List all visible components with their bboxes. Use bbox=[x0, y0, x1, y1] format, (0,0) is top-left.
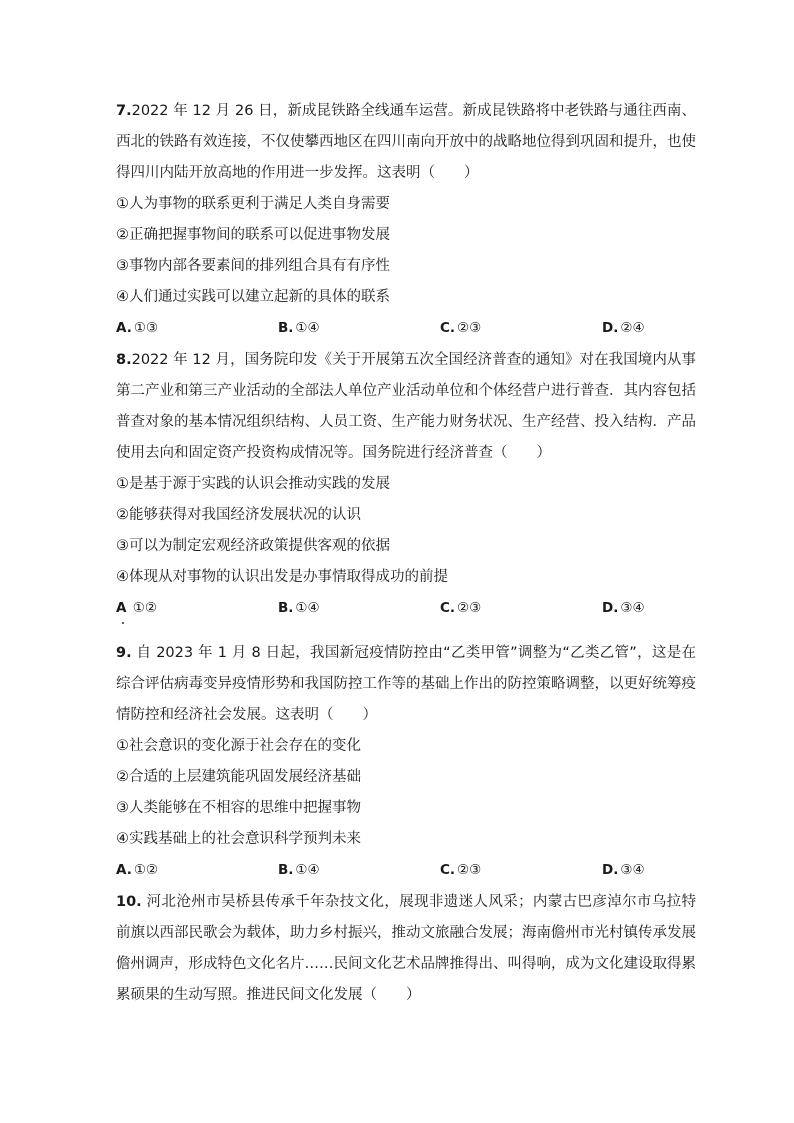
question-stem bbox=[116, 96, 696, 189]
choice-a[interactable]: A. ①② bbox=[116, 862, 159, 878]
statement-option: ③可以为制定宏观经济政策提供客观的依据 bbox=[116, 538, 390, 554]
choice-c[interactable]: C. ②③ bbox=[440, 600, 482, 616]
statement-option: ②正确把握事物间的联系可以促进事物发展 bbox=[116, 227, 390, 243]
choice-b[interactable]: B. ①④ bbox=[278, 600, 320, 616]
question-number: 9. bbox=[116, 645, 132, 661]
choice-c[interactable]: C. ②③ bbox=[440, 862, 482, 878]
statement-option: ①人为事物的联系更利于满足人类自身需要 bbox=[116, 196, 390, 212]
statement-option: ④实践基础上的社会意识科学预判未来 bbox=[116, 831, 361, 847]
answer-choices bbox=[116, 593, 696, 624]
statement-option: ④体现从对事物的认识出发是办事情取得成功的前提 bbox=[116, 569, 448, 585]
choice-d[interactable]: D. ③④ bbox=[602, 600, 645, 616]
question-stem bbox=[116, 887, 696, 1011]
statement-option: ④人们通过实践可以建立起新的具体的联系 bbox=[116, 289, 390, 305]
question-text: 2022 年 12 月，国务院印发《关于开展第五次全国经济普查的通知》对在我国境内从事第二产业和第三产业活动的全部法人单位产业活动单位和个体经营户进行普查．其内容包括普查对象的基本情况组织结构、人员工资、生产能力财务状况、生产经营、投入结构．产品使用去向和固定资产投资构成情况等。国务院进行经济普查（ ） bbox=[116, 352, 696, 461]
question-8 bbox=[116, 345, 696, 624]
choice-c[interactable]: C. ②③ bbox=[440, 320, 482, 336]
answer-choices bbox=[116, 313, 696, 344]
choice-a[interactable]: A. ①③ bbox=[116, 320, 159, 336]
statement-option: ③事物内部各要素间的排列组合具有有序性 bbox=[116, 258, 390, 274]
question-stem bbox=[116, 638, 696, 731]
choice-b[interactable]: B. ①④ bbox=[278, 320, 320, 336]
question-text: 2022 年 12 月 26 日，新成昆铁路全线通车运营。新成昆铁路将中老铁路与通往西南、西北的铁路有效连接，不仅使攀西地区在四川南向开放中的战略地位得到巩固和提升，也使得四川内陆开放高地的作用进一步发挥。这表明（ ） bbox=[116, 103, 696, 181]
question-text: 自 2023 年 1 月 8 日起，我国新冠疫情防控由“乙类甲管”调整为“乙类乙管”，这是在综合评估病毒变异疫情形势和我国防控工作等的基础上作出的防控策略调整，以更好统筹疫情防控和经济社会发展。这表明（ ） bbox=[116, 645, 696, 723]
question-9 bbox=[116, 638, 696, 886]
choice-d[interactable]: D. ②④ bbox=[602, 320, 645, 336]
statement-option: ②合适的上层建筑能巩固发展经济基础 bbox=[116, 769, 361, 785]
choice-d[interactable]: D. ③④ bbox=[602, 862, 645, 878]
question-text: 河北沧州市吴桥县传承千年杂技文化，展现非遗迷人风采；内蒙古巴彦淖尔市乌拉特前旗以西部民歌会为载体，助力乡村振兴，推动文旅融合发展；海南儋州市光村镇传承发展儋州调声，形成特色文化名片……民间文化艺术品牌推得出、叫得响，成为文化建设取得累累硕果的生动写照。推进民间文化发展（ ） bbox=[116, 894, 696, 1003]
question-number: 10. bbox=[116, 894, 142, 910]
answer-choices bbox=[116, 855, 696, 886]
scan-speck bbox=[122, 622, 124, 624]
question-7 bbox=[116, 96, 696, 344]
statement-option: ①社会意识的变化源于社会存在的变化 bbox=[116, 738, 361, 754]
question-number: 7. bbox=[116, 103, 132, 119]
question-number: 8. bbox=[116, 352, 132, 368]
choice-b[interactable]: B. ①④ bbox=[278, 862, 320, 878]
statement-option: ②能够获得对我国经济发展状况的认识 bbox=[116, 507, 361, 523]
question-stem bbox=[116, 345, 696, 469]
statement-option: ①是基于源于实践的认识会推动实践的发展 bbox=[116, 476, 390, 492]
statement-option: ③人类能够在不相容的思维中把握事物 bbox=[116, 800, 361, 816]
choice-a[interactable]: A ①② bbox=[116, 600, 157, 616]
question-10 bbox=[116, 887, 696, 1011]
